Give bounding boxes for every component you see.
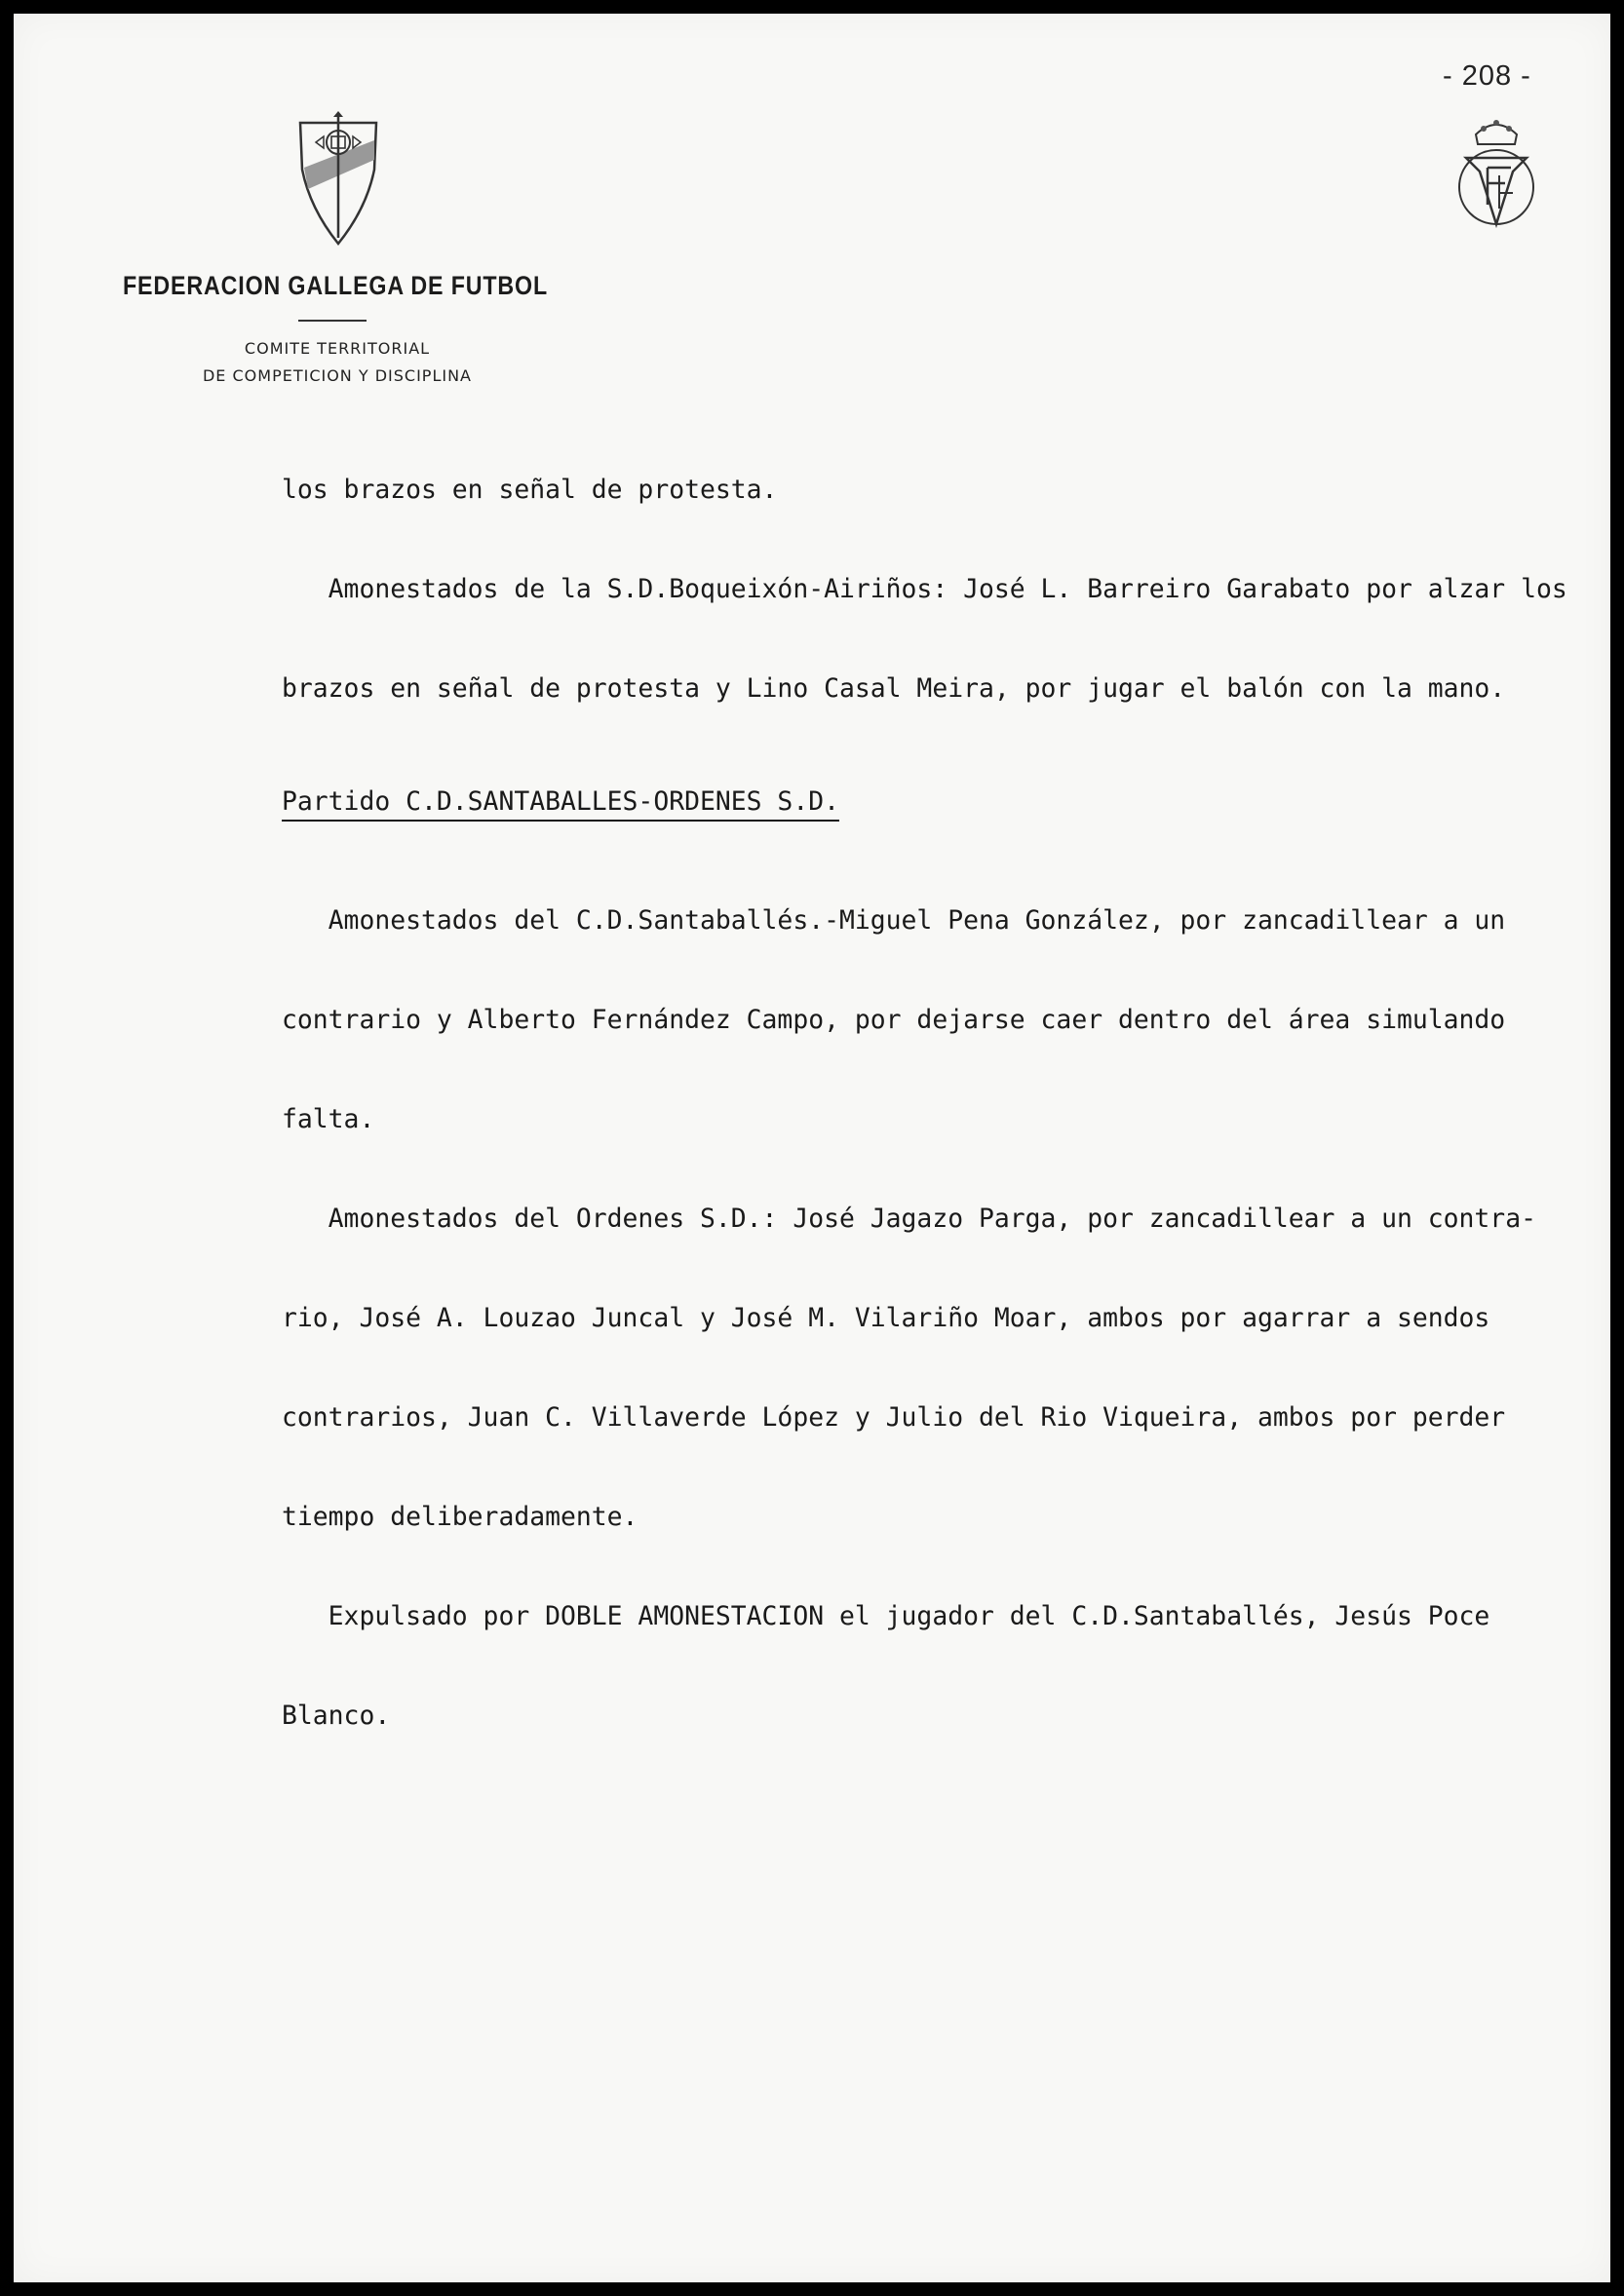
federation-name: FEDERACION GALLEGA DE FUTBOL: [123, 271, 549, 300]
text-line: Expulsado por DOBLE AMONESTACION el jugador del C.D.Santaballés, Jesús Poce: [282, 1601, 1490, 1631]
text-line: Amonestados del Ordenes S.D.: José Jagazo Parga, por zancadillear a un contra-: [282, 1204, 1536, 1234]
disciplinary-text-body: [282, 407, 1624, 1799]
text-line: falta.: [282, 1104, 375, 1134]
text-line: rio, José A. Louzao Juncal y José M. Vilariño Moar, ambos por agarrar a sendos: [282, 1303, 1490, 1333]
galician-federation-shield-icon: [296, 111, 380, 248]
committee-name-line2: DE COMPETICION Y DISCIPLINA: [202, 366, 472, 385]
page-number: - 208 -: [1443, 60, 1531, 92]
text-line: brazos en señal de protesta y Lino Casal Meira, por jugar el balón con la mano.: [282, 673, 1506, 704]
text-line: Blanco.: [282, 1701, 391, 1731]
header-divider: [298, 320, 367, 322]
document-page: [14, 14, 1610, 2282]
match-heading: Partido C.D.SANTABALLES-ORDENES S.D.: [282, 785, 839, 822]
text-line: los brazos en señal de protesta.: [282, 475, 778, 505]
text-line: contrarios, Juan C. Villaverde López y Julio del Rio Viqueira, ambos por perder: [282, 1402, 1506, 1433]
spanish-federation-crest-icon: [1454, 107, 1538, 230]
match-heading-row: [282, 785, 1624, 819]
committee-name-line1: COMITE TERRITORIAL: [244, 339, 431, 358]
text-line: Amonestados de la S.D.Boqueixón-Airiños: José L. Barreiro Garabato por alzar los: [282, 574, 1567, 604]
text-line: contrario y Alberto Fernández Campo, por dejarse caer dentro del área simulando: [282, 1005, 1506, 1035]
text-line: tiempo deliberadamente.: [282, 1502, 638, 1532]
text-line: Amonestados del C.D.Santaballés.-Miguel Pena González, por zancadillear a un: [282, 905, 1506, 936]
